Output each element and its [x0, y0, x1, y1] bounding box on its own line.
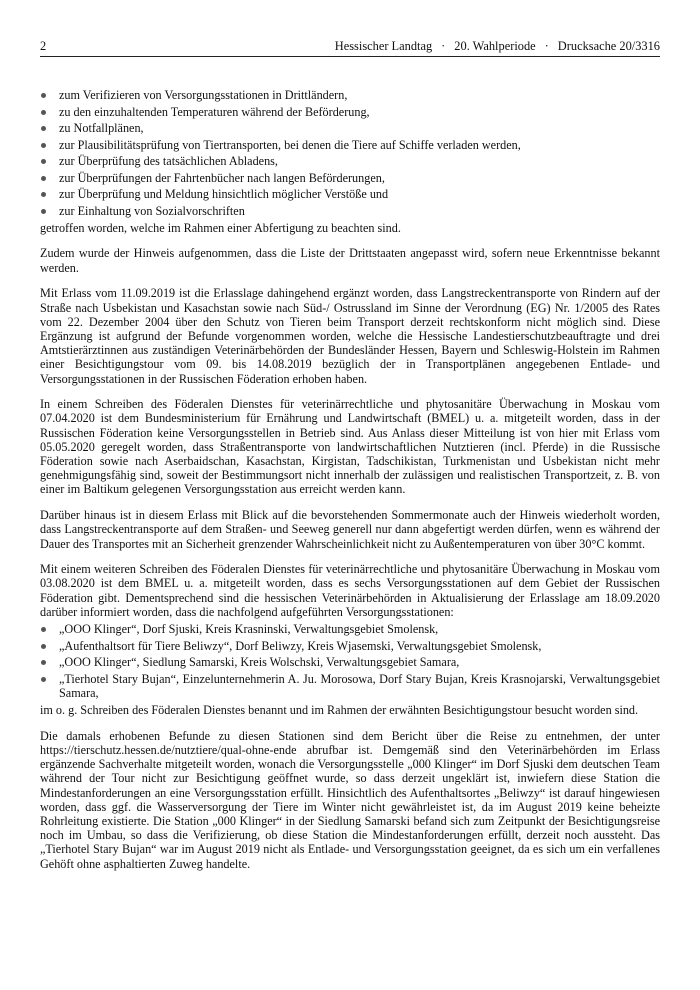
bullet-icon: [41, 159, 46, 164]
document-body: [40, 88, 660, 871]
list-item: zur Einhaltung von Sozialvorschriften: [40, 204, 660, 218]
list-item: zur Überprüfungen der Fahrtenbücher nach langen Beförderungen,: [40, 171, 660, 185]
running-header: [40, 38, 660, 54]
header-separator: ·: [544, 39, 549, 53]
bullet-icon: [41, 143, 46, 148]
list-continuation: getroffen worden, welche im Rahmen einer Abfertigung zu beachten sind.: [40, 220, 401, 235]
page-header: [40, 38, 660, 57]
paragraph: Mit Erlass vom 11.09.2019 ist die Erlasslage dahingehend ergänzt worden, dass Langstreckentransporte von Rindern auf der Straße nach Usbekistan und Kasachstan sowie nach Süd-/ Ostrussland im Sinne der Verordnung (EG) Nr. 1/2005 des Rates vom 22. Dezember 2004 über den Schutz von Tieren beim Transport derzeit rechtskonform nicht möglich sind. Diese Ergänzung ist aufgrund der Befunde vorgenommen worden, welche die Hessische Landestierschutzbeauftragte und drei Amtstierärztinnen aus zuständigen Veterinärbehörden der Bundesländer Hessen, Bayern und Schleswig-Holstein im Rahmen einer Besichtigungstour vom 09. bis 14.08.2019 bezüglich der in Transportplänen angegebenen Entlade- und Versorgungsstationen in der Russischen Föderation erhoben haben.: [40, 286, 660, 386]
list-item: „OOO Klinger“, Siedlung Samarski, Kreis Wolschski, Verwaltungsgebiet Samara,: [40, 655, 660, 669]
bullet-icon: [41, 110, 46, 115]
list-item: „OOO Klinger“, Dorf Sjuski, Kreis Krasninski, Verwaltungsgebiet Smolensk,: [40, 622, 660, 636]
bullet-icon: [41, 677, 46, 682]
bullet-icon: [41, 209, 46, 214]
parliament-name: Hessischer Landtag: [334, 39, 433, 53]
paragraph: Darüber hinaus ist in diesem Erlass mit Blick auf die bevorstehenden Sommermonate auch der Hinweis wiederholt worden, dass Langstreckentransporte auf dem Straßen- und Seeweg generell nur dann abgefertigt werden dürfen, wenn es während der Dauer des Transportes mit an Sicherheit grenzender Wahrscheinlichkeit nicht zu Außentemperaturen von über 30°C kommt.: [40, 508, 660, 551]
list-continuation: im o. g. Schreiben des Föderalen Dienstes benannt und im Rahmen der erwähnten Besichtigungstour besucht worden sind.: [40, 702, 639, 717]
bullet-icon: [41, 627, 46, 632]
bullet-icon: [41, 93, 46, 98]
list-item: zu den einzuhaltenden Temperaturen während der Beförderung,: [40, 105, 660, 119]
legislative-period: 20. Wahlperiode: [454, 39, 536, 53]
measures-list: [40, 88, 660, 218]
bullet-icon: [41, 176, 46, 181]
paragraph: In einem Schreiben des Föderalen Dienstes für veterinärrechtliche und phytosanitäre Überwachung in Moskau vom 07.04.2020 ist dem Bundesministerium für Ernährung und Landwirtschaft (BMEL) u. a. mitgeteilt worden, dass in der Russischen Föderation keine Versorgungsstellen in Betrieb sind. Aus Anlass dieser Mitteilung ist von hier mit Erlass vom 05.05.2020 geregelt worden, dass Straßentransporte von landwirtschaftlichen Nutztieren (incl. Pferde) in die Russische Föderation sowie nach Aserbaidschan, Kasachstan, Kirgistan, Tadschikistan, Turkmenistan und Usbekistan nicht mehr genehmigungsfähig sind, soweit der Bestimmungsort nicht innerhalb der zulässigen und realistischen Transportzeit, z. B. von einer im Baltikum gelegenen Versorgungsstation aus erreicht werden kann.: [40, 397, 660, 497]
stations-list: [40, 622, 660, 700]
bullet-icon: [41, 660, 46, 665]
list-item: zur Überprüfung des tatsächlichen Abladens,: [40, 154, 660, 168]
list-item: „Aufenthaltsort für Tiere Beliwzy“, Dorf Beliwzy, Kreis Wjasemski, Verwaltungsgebiet Smolensk,: [40, 639, 660, 653]
list-item: zu Notfallplänen,: [40, 121, 660, 135]
bullet-icon: [41, 192, 46, 197]
bullet-icon: [41, 644, 46, 649]
paragraph: Mit einem weiteren Schreiben des Föderalen Dienstes für veterinärrechtliche und phytosanitäre Überwachung in Moskau vom 03.08.2020 ist dem BMEL u. a. mitgeteilt worden, dass es sechs Versorgungsstationen auf dem Gebiet der Russischen Föderation gibt. Dementsprechend sind die hessischen Veterinärbehörden in Aktualisierung der Erlasslage am 18.09.2020 darüber informiert worden, dass die nachfolgend aufgeführten Versorgungsstationen:: [40, 562, 660, 619]
list-item: zur Plausibilitätsprüfung von Tiertransporten, bei denen die Tiere auf Schiffe verladen werden,: [40, 138, 660, 152]
bullet-icon: [41, 126, 46, 131]
page-number: 2: [40, 39, 47, 53]
list-item: zur Überprüfung und Meldung hinsichtlich möglicher Verstöße und: [40, 187, 660, 201]
list-item: zum Verifizieren von Versorgungsstationen in Drittländern,: [40, 88, 660, 102]
header-separator: ·: [441, 39, 446, 53]
paragraph: Zudem wurde der Hinweis aufgenommen, dass die Liste der Drittstaaten angepasst wird, sofern neue Erkenntnisse bekannt werden.: [40, 246, 660, 275]
paragraph: Die damals erhobenen Befunde zu diesen Stationen sind dem Bericht über die Reise zu entnehmen, der unter https://tierschutz.hessen.de/nutztiere/qual-ohne-ende abrufbar ist. Demgemäß sind den Veterinärbehörden im Erlass ergänzende Sachverhalte mitgeteilt worden, wonach die Versorgungsstelle „000 Klinger“ im Dorf Sjuski dem deutschen Team während der Tour nicht zur Besichtigung geöffnet wurde, so dass derzeit ungeklärt ist, inwiefern diese Station die Mindestanforderungen an eine Versorgungsstation erfüllt. Hinsichtlich des Aufenthaltsortes „Beliwzy“ ist darauf hingewiesen worden, dass ggf. die Wasserversorgung der Tiere im Winter nicht gewährleistet ist, da im August 2019 keine beheizte Rohrleitung existierte. Die Station „000 Klinger“ in der Siedlung Samarski befand sich zum Zeitpunkt der Besichtigungsreise noch im Umbau, so dass die Verifizierung, ob diese Station die Mindestanforderungen erfüllt, derzeit noch aussteht. Das „Tierhotel Stary Bujan“ war im August 2019 nicht als Entlade- und Versorgungsstation geeignet, da es sich um ein verfallenes Gehöft ohne asphaltierten Zuweg handelte.: [40, 728, 660, 871]
document-number: Drucksache 20/3316: [557, 39, 660, 53]
list-item: „Tierhotel Stary Bujan“, Einzelunternehmerin A. Ju. Morosowa, Dorf Stary Bujan, Kreis Krasnojarski, Verwaltungsgebiet Samara,: [40, 672, 660, 700]
